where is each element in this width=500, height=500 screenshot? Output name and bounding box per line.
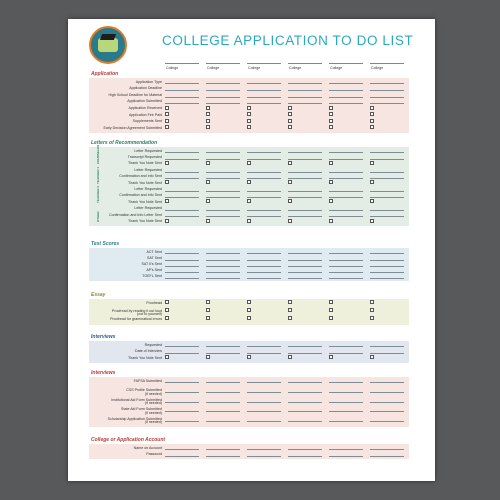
entry-line[interactable] bbox=[247, 210, 281, 211]
row-label: Transcript Requested bbox=[127, 154, 162, 159]
checkbox[interactable] bbox=[247, 199, 251, 203]
checkbox[interactable] bbox=[165, 316, 169, 320]
entry-line[interactable] bbox=[370, 97, 404, 98]
checkbox[interactable] bbox=[370, 308, 374, 312]
checkbox[interactable] bbox=[206, 219, 210, 223]
recommender-group-label: TEACHER 1 bbox=[96, 166, 100, 184]
row-sublabel: (if needed) bbox=[144, 410, 162, 415]
entry-line[interactable] bbox=[329, 411, 363, 412]
entry-line[interactable] bbox=[247, 253, 281, 254]
entry-line[interactable] bbox=[206, 456, 240, 457]
checkbox[interactable] bbox=[206, 308, 210, 312]
entry-line[interactable] bbox=[370, 421, 404, 422]
entry-line[interactable] bbox=[329, 421, 363, 422]
entry-line[interactable] bbox=[165, 278, 199, 279]
entry-line[interactable] bbox=[329, 346, 363, 347]
college-column-line bbox=[206, 63, 240, 64]
entry-line[interactable] bbox=[247, 402, 281, 403]
checkbox[interactable] bbox=[165, 355, 169, 359]
entry-line[interactable] bbox=[370, 382, 404, 383]
checkbox[interactable] bbox=[288, 112, 292, 116]
page-title: COLLEGE APPLICATION TO DO LIST bbox=[162, 33, 414, 48]
entry-line[interactable] bbox=[165, 456, 199, 457]
entry-line[interactable] bbox=[206, 152, 240, 153]
checkbox[interactable] bbox=[288, 180, 292, 184]
entry-line[interactable] bbox=[370, 266, 404, 267]
entry-line[interactable] bbox=[329, 260, 363, 261]
checkbox[interactable] bbox=[165, 199, 169, 203]
row-label: Thank You Note Sent bbox=[128, 355, 162, 360]
entry-line[interactable] bbox=[288, 178, 322, 179]
entry-line[interactable] bbox=[370, 253, 404, 254]
entry-line[interactable] bbox=[370, 449, 404, 450]
row-label: Proofread by reading it out loud bbox=[111, 308, 162, 313]
row-label: FAFSA Submitted bbox=[133, 378, 162, 383]
row-label: Confirmation and Info Sent bbox=[119, 193, 162, 198]
entry-line[interactable] bbox=[206, 210, 240, 211]
entry-line[interactable] bbox=[370, 392, 404, 393]
entry-line[interactable] bbox=[329, 278, 363, 279]
entry-line[interactable] bbox=[288, 278, 322, 279]
checkbox[interactable] bbox=[247, 119, 251, 123]
checkbox[interactable] bbox=[206, 112, 210, 116]
entry-line[interactable] bbox=[247, 392, 281, 393]
entry-line[interactable] bbox=[370, 260, 404, 261]
entry-line[interactable] bbox=[247, 83, 281, 84]
checkbox[interactable] bbox=[329, 308, 333, 312]
college-column-line bbox=[165, 63, 199, 64]
row-label: AP's Sent bbox=[146, 268, 162, 273]
checkbox[interactable] bbox=[247, 106, 251, 110]
checkbox[interactable] bbox=[329, 112, 333, 116]
checkbox[interactable] bbox=[329, 125, 333, 129]
recommender-group-label: COUNSELOR bbox=[96, 145, 100, 165]
entry-line[interactable] bbox=[370, 346, 404, 347]
entry-line[interactable] bbox=[165, 172, 199, 173]
row-label: High School Deadline for Material bbox=[108, 92, 162, 97]
checkbox[interactable] bbox=[206, 161, 210, 165]
checkbox[interactable] bbox=[247, 180, 251, 184]
checkbox[interactable] bbox=[370, 106, 374, 110]
entry-line[interactable] bbox=[206, 278, 240, 279]
checkbox[interactable] bbox=[370, 355, 374, 359]
college-column-line bbox=[288, 63, 322, 64]
entry-line[interactable] bbox=[165, 90, 199, 91]
section-title: College or Application Account bbox=[91, 437, 166, 443]
entry-line[interactable] bbox=[370, 402, 404, 403]
row-sublabel: (if needed) bbox=[144, 420, 162, 425]
entry-line[interactable] bbox=[329, 97, 363, 98]
checkbox[interactable] bbox=[165, 219, 169, 223]
entry-line[interactable] bbox=[370, 353, 404, 354]
checkbox[interactable] bbox=[370, 119, 374, 123]
entry-line[interactable] bbox=[247, 421, 281, 422]
entry-line[interactable] bbox=[329, 103, 363, 104]
entry-line[interactable] bbox=[329, 272, 363, 273]
row-label: Supplements Sent bbox=[132, 119, 162, 124]
entry-line[interactable] bbox=[165, 103, 199, 104]
checkbox[interactable] bbox=[247, 316, 251, 320]
entry-line[interactable] bbox=[206, 421, 240, 422]
entry-line[interactable] bbox=[288, 216, 322, 217]
entry-line[interactable] bbox=[247, 191, 281, 192]
entry-line[interactable] bbox=[247, 216, 281, 217]
entry-line[interactable] bbox=[329, 449, 363, 450]
row-label: Name on Account bbox=[133, 445, 162, 450]
checkbox[interactable] bbox=[165, 308, 169, 312]
entry-line[interactable] bbox=[288, 90, 322, 91]
entry-line[interactable] bbox=[329, 172, 363, 173]
entry-line[interactable] bbox=[329, 253, 363, 254]
entry-line[interactable] bbox=[288, 83, 322, 84]
entry-line[interactable] bbox=[206, 178, 240, 179]
entry-line[interactable] bbox=[206, 402, 240, 403]
entry-line[interactable] bbox=[329, 266, 363, 267]
checkbox[interactable] bbox=[165, 125, 169, 129]
checkbox[interactable] bbox=[206, 119, 210, 123]
entry-line[interactable] bbox=[288, 159, 322, 160]
college-column-header: College bbox=[371, 66, 384, 70]
entry-line[interactable] bbox=[370, 191, 404, 192]
entry-line[interactable] bbox=[329, 210, 363, 211]
entry-line[interactable] bbox=[165, 159, 199, 160]
entry-line[interactable] bbox=[165, 402, 199, 403]
row-label: TOEFL Sent bbox=[142, 274, 162, 279]
entry-line[interactable] bbox=[370, 456, 404, 457]
row-sublabel: (if needed) bbox=[144, 401, 162, 406]
entry-line[interactable] bbox=[247, 346, 281, 347]
entry-line[interactable] bbox=[370, 152, 404, 153]
checkbox[interactable] bbox=[329, 199, 333, 203]
checkbox[interactable] bbox=[329, 219, 333, 223]
checkbox[interactable] bbox=[288, 308, 292, 312]
college-column-line bbox=[247, 63, 281, 64]
checkbox[interactable] bbox=[329, 316, 333, 320]
entry-line[interactable] bbox=[206, 272, 240, 273]
entry-line[interactable] bbox=[370, 178, 404, 179]
entry-line[interactable] bbox=[370, 90, 404, 91]
entry-line[interactable] bbox=[165, 346, 199, 347]
checkbox[interactable] bbox=[370, 161, 374, 165]
entry-line[interactable] bbox=[206, 216, 240, 217]
entry-line[interactable] bbox=[370, 272, 404, 273]
row-label: Institutional Aid Form Submitted bbox=[111, 397, 162, 402]
entry-line[interactable] bbox=[206, 253, 240, 254]
entry-line[interactable] bbox=[288, 191, 322, 192]
checkbox[interactable] bbox=[329, 180, 333, 184]
checkbox[interactable] bbox=[165, 106, 169, 110]
entry-line[interactable] bbox=[288, 97, 322, 98]
entry-line[interactable] bbox=[288, 411, 322, 412]
entry-line[interactable] bbox=[247, 90, 281, 91]
checkbox[interactable] bbox=[247, 355, 251, 359]
entry-line[interactable] bbox=[206, 353, 240, 354]
entry-line[interactable] bbox=[206, 103, 240, 104]
row-label: SAT Sent bbox=[146, 255, 162, 260]
checkbox[interactable] bbox=[247, 219, 251, 223]
college-column-line bbox=[329, 63, 363, 64]
entry-line[interactable] bbox=[247, 178, 281, 179]
checkbox[interactable] bbox=[370, 199, 374, 203]
row-label: Proofread bbox=[146, 300, 162, 305]
logo-shield-icon bbox=[98, 38, 118, 52]
row-label: Thank You Note Sent bbox=[128, 199, 162, 204]
row-label: Date of Interview bbox=[135, 349, 162, 354]
entry-line[interactable] bbox=[206, 411, 240, 412]
entry-line[interactable] bbox=[165, 83, 199, 84]
entry-line[interactable] bbox=[288, 392, 322, 393]
college-column-header: College bbox=[289, 66, 302, 70]
row-label: Requested bbox=[144, 342, 162, 347]
row-label: Application Submitted bbox=[127, 99, 162, 104]
entry-line[interactable] bbox=[370, 216, 404, 217]
entry-line[interactable] bbox=[206, 346, 240, 347]
entry-line[interactable] bbox=[247, 260, 281, 261]
entry-line[interactable] bbox=[370, 278, 404, 279]
entry-line[interactable] bbox=[247, 159, 281, 160]
entry-line[interactable] bbox=[206, 159, 240, 160]
checkbox[interactable] bbox=[247, 125, 251, 129]
entry-line[interactable] bbox=[329, 152, 363, 153]
entry-line[interactable] bbox=[165, 253, 199, 254]
row-label: Thank You Note Sent bbox=[128, 218, 162, 223]
checkbox[interactable] bbox=[370, 125, 374, 129]
entry-line[interactable] bbox=[206, 449, 240, 450]
entry-line[interactable] bbox=[288, 421, 322, 422]
row-label: ACT Sent bbox=[146, 249, 162, 254]
recommender-group-label: OTHER bbox=[96, 211, 100, 222]
entry-line[interactable] bbox=[288, 152, 322, 153]
entry-line[interactable] bbox=[329, 178, 363, 179]
row-label: Letter Requested bbox=[134, 167, 162, 172]
entry-line[interactable] bbox=[288, 253, 322, 254]
checkbox[interactable] bbox=[165, 161, 169, 165]
row-label: Application Fee Paid bbox=[129, 112, 162, 117]
entry-line[interactable] bbox=[206, 382, 240, 383]
row-label: Application Received bbox=[128, 105, 162, 110]
entry-line[interactable] bbox=[165, 152, 199, 153]
checkbox[interactable] bbox=[370, 300, 374, 304]
checkbox[interactable] bbox=[165, 300, 169, 304]
entry-line[interactable] bbox=[247, 449, 281, 450]
checkbox[interactable] bbox=[206, 300, 210, 304]
entry-line[interactable] bbox=[329, 353, 363, 354]
entry-line[interactable] bbox=[288, 346, 322, 347]
entry-line[interactable] bbox=[329, 216, 363, 217]
row-label: SAT II's Sent bbox=[141, 261, 162, 266]
entry-line[interactable] bbox=[329, 382, 363, 383]
row-label: Thank You Note Sent bbox=[128, 180, 162, 185]
checkbox[interactable] bbox=[165, 119, 169, 123]
entry-line[interactable] bbox=[165, 392, 199, 393]
entry-line[interactable] bbox=[247, 97, 281, 98]
section-title: Letters of Recommendation bbox=[91, 140, 158, 146]
checkbox[interactable] bbox=[370, 112, 374, 116]
checkbox[interactable] bbox=[206, 125, 210, 129]
entry-line[interactable] bbox=[370, 210, 404, 211]
checkbox[interactable] bbox=[288, 125, 292, 129]
checkbox[interactable] bbox=[206, 180, 210, 184]
entry-line[interactable] bbox=[165, 266, 199, 267]
entry-line[interactable] bbox=[206, 191, 240, 192]
entry-line[interactable] bbox=[288, 260, 322, 261]
entry-line[interactable] bbox=[165, 260, 199, 261]
checkbox[interactable] bbox=[206, 316, 210, 320]
row-sublabel: (if needed) bbox=[144, 391, 162, 396]
entry-line[interactable] bbox=[288, 456, 322, 457]
checkbox[interactable] bbox=[329, 355, 333, 359]
checkbox[interactable] bbox=[288, 119, 292, 123]
entry-line[interactable] bbox=[247, 353, 281, 354]
row-label: CSS Profile Submitted bbox=[126, 388, 162, 393]
section-title: Interviews bbox=[91, 334, 116, 340]
checkbox[interactable] bbox=[288, 355, 292, 359]
entry-line[interactable] bbox=[370, 197, 404, 198]
checkbox[interactable] bbox=[247, 161, 251, 165]
row-label: Proofread for grammatical errors bbox=[110, 316, 162, 321]
entry-line[interactable] bbox=[288, 103, 322, 104]
section-title: Test Scores bbox=[91, 241, 120, 247]
checkbox[interactable] bbox=[288, 106, 292, 110]
college-column-header: College bbox=[248, 66, 261, 70]
row-label: Early Decision Agreement Submitted bbox=[103, 125, 162, 130]
entry-line[interactable] bbox=[288, 353, 322, 354]
recommender-group-label: TEACHER 2 bbox=[96, 185, 100, 203]
entry-line[interactable] bbox=[165, 272, 199, 273]
checkbox[interactable] bbox=[206, 199, 210, 203]
college-column-line bbox=[370, 63, 404, 64]
entry-line[interactable] bbox=[370, 83, 404, 84]
entry-line[interactable] bbox=[206, 97, 240, 98]
entry-line[interactable] bbox=[247, 266, 281, 267]
checkbox[interactable] bbox=[329, 119, 333, 123]
entry-line[interactable] bbox=[288, 402, 322, 403]
checkbox[interactable] bbox=[247, 300, 251, 304]
graduation-cap-icon bbox=[100, 34, 116, 40]
entry-line[interactable] bbox=[165, 210, 199, 211]
checkbox[interactable] bbox=[329, 300, 333, 304]
college-column-header: College bbox=[207, 66, 220, 70]
row-label: Thank You Note Sent bbox=[128, 161, 162, 166]
checkbox[interactable] bbox=[165, 180, 169, 184]
section-title: Essay bbox=[91, 292, 106, 298]
entry-line[interactable] bbox=[165, 178, 199, 179]
entry-line[interactable] bbox=[165, 449, 199, 450]
row-label: Letter Requested bbox=[134, 206, 162, 211]
checkbox[interactable] bbox=[247, 308, 251, 312]
row-label: Application Type bbox=[135, 79, 162, 84]
checkbox[interactable] bbox=[329, 106, 333, 110]
checkbox[interactable] bbox=[370, 219, 374, 223]
entry-line[interactable] bbox=[206, 90, 240, 91]
entry-line[interactable] bbox=[288, 197, 322, 198]
entry-line[interactable] bbox=[165, 411, 199, 412]
row-label: Application Deadline bbox=[129, 86, 162, 91]
entry-line[interactable] bbox=[247, 411, 281, 412]
section-title: Interviews bbox=[91, 370, 116, 376]
entry-line[interactable] bbox=[165, 97, 199, 98]
checkbox[interactable] bbox=[206, 355, 210, 359]
entry-line[interactable] bbox=[288, 172, 322, 173]
checkbox[interactable] bbox=[288, 219, 292, 223]
checkbox[interactable] bbox=[206, 106, 210, 110]
entry-line[interactable] bbox=[165, 191, 199, 192]
entry-line[interactable] bbox=[288, 382, 322, 383]
entry-line[interactable] bbox=[288, 449, 322, 450]
entry-line[interactable] bbox=[247, 278, 281, 279]
entry-line[interactable] bbox=[247, 272, 281, 273]
checkbox[interactable] bbox=[247, 112, 251, 116]
entry-line[interactable] bbox=[206, 172, 240, 173]
entry-line[interactable] bbox=[247, 197, 281, 198]
entry-line[interactable] bbox=[329, 159, 363, 160]
section-title: Application bbox=[91, 71, 119, 77]
row-label: Confirmation and Info Letter Sent bbox=[109, 212, 162, 217]
entry-line[interactable] bbox=[329, 191, 363, 192]
row-sublabel: (not to yourself) bbox=[137, 311, 162, 316]
entry-line[interactable] bbox=[288, 272, 322, 273]
entry-line[interactable] bbox=[329, 83, 363, 84]
checkbox[interactable] bbox=[329, 161, 333, 165]
row-label: Confirmation and Info Sent bbox=[119, 174, 162, 179]
entry-line[interactable] bbox=[206, 260, 240, 261]
checkbox[interactable] bbox=[288, 199, 292, 203]
checkbox[interactable] bbox=[165, 112, 169, 116]
row-label: State Aid Form Submitted bbox=[121, 407, 162, 412]
checkbox[interactable] bbox=[370, 316, 374, 320]
checkbox[interactable] bbox=[288, 161, 292, 165]
entry-line[interactable] bbox=[329, 90, 363, 91]
checkbox[interactable] bbox=[288, 316, 292, 320]
entry-line[interactable] bbox=[206, 83, 240, 84]
row-label: Scholarship Application Submitted bbox=[107, 416, 162, 421]
entry-line[interactable] bbox=[329, 197, 363, 198]
entry-line[interactable] bbox=[329, 456, 363, 457]
checkbox[interactable] bbox=[370, 180, 374, 184]
entry-line[interactable] bbox=[165, 216, 199, 217]
entry-line[interactable] bbox=[165, 197, 199, 198]
school-logo bbox=[89, 26, 127, 64]
college-column-header: College bbox=[166, 66, 179, 70]
entry-line[interactable] bbox=[206, 266, 240, 267]
entry-line[interactable] bbox=[165, 421, 199, 422]
entry-line[interactable] bbox=[247, 152, 281, 153]
row-label: Letter Requested bbox=[134, 148, 162, 153]
row-label: Password bbox=[146, 451, 162, 456]
entry-line[interactable] bbox=[165, 353, 199, 354]
entry-line[interactable] bbox=[288, 210, 322, 211]
entry-line[interactable] bbox=[370, 411, 404, 412]
row-label: Letter Requested bbox=[134, 186, 162, 191]
entry-line[interactable] bbox=[247, 172, 281, 173]
checkbox[interactable] bbox=[288, 300, 292, 304]
entry-line[interactable] bbox=[288, 266, 322, 267]
entry-line[interactable] bbox=[247, 103, 281, 104]
entry-line[interactable] bbox=[370, 172, 404, 173]
entry-line[interactable] bbox=[247, 382, 281, 383]
entry-line[interactable] bbox=[329, 402, 363, 403]
entry-line[interactable] bbox=[329, 392, 363, 393]
entry-line[interactable] bbox=[370, 103, 404, 104]
entry-line[interactable] bbox=[370, 159, 404, 160]
entry-line[interactable] bbox=[206, 392, 240, 393]
entry-line[interactable] bbox=[206, 197, 240, 198]
entry-line[interactable] bbox=[165, 382, 199, 383]
entry-line[interactable] bbox=[247, 456, 281, 457]
college-column-header: College bbox=[330, 66, 343, 70]
